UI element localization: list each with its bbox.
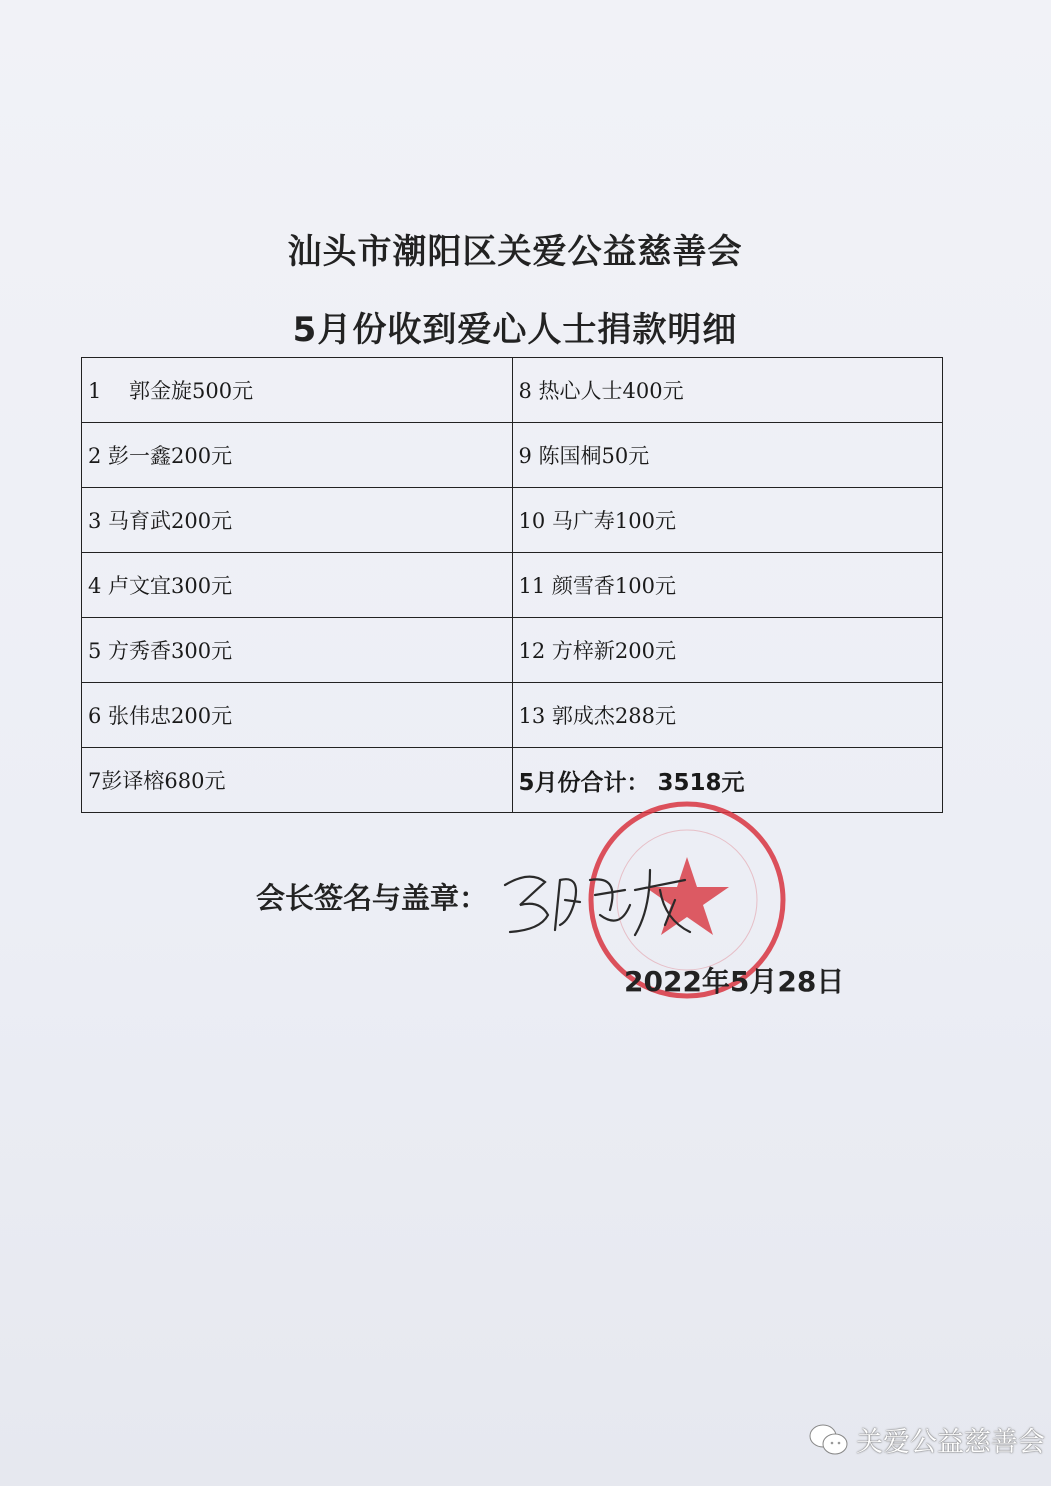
- donor-cell: 8 热心人士400元: [512, 358, 943, 423]
- donation-table: [81, 357, 943, 813]
- donor-cell: 3 马育武200元: [82, 488, 513, 553]
- donor-cell: 12 方梓新200元: [512, 618, 943, 683]
- table-row: [82, 618, 943, 683]
- handwritten-signature: [500, 860, 700, 940]
- wechat-icon: [808, 1423, 850, 1457]
- table-row: [82, 683, 943, 748]
- table-row: [82, 748, 943, 813]
- table-row: [82, 553, 943, 618]
- donor-cell: 9 陈国桐50元: [512, 423, 943, 488]
- monthly-total-cell: 5月份合计： 3518元: [512, 748, 943, 813]
- table-row: [82, 358, 943, 423]
- donor-cell: 10 马广寿100元: [512, 488, 943, 553]
- wechat-watermark: [808, 1420, 1045, 1459]
- donor-cell: 7彭译榕680元: [82, 748, 513, 813]
- document-subtitle: 5月份收到爱心人士捐款明细: [292, 310, 738, 350]
- document-title: 汕头市潮阳区关爱公益慈善会: [287, 232, 743, 272]
- donor-cell: 6 张伟忠200元: [82, 683, 513, 748]
- table-row: [82, 423, 943, 488]
- watermark-text: 关爱公益慈善会: [856, 1427, 1045, 1458]
- donor-cell: 2 彭一鑫200元: [82, 423, 513, 488]
- donor-cell: 5 方秀香300元: [82, 618, 513, 683]
- donor-cell: 4 卢文宜300元: [82, 553, 513, 618]
- table-row: [82, 488, 943, 553]
- document-date: 2022年5月28日: [624, 965, 845, 998]
- donor-cell: 1 郭金旋500元: [82, 358, 513, 423]
- donor-cell: 13 郭成杰288元: [512, 683, 943, 748]
- signature-label: 会长签名与盖章：: [256, 881, 489, 915]
- donor-cell: 11 颜雪香100元: [512, 553, 943, 618]
